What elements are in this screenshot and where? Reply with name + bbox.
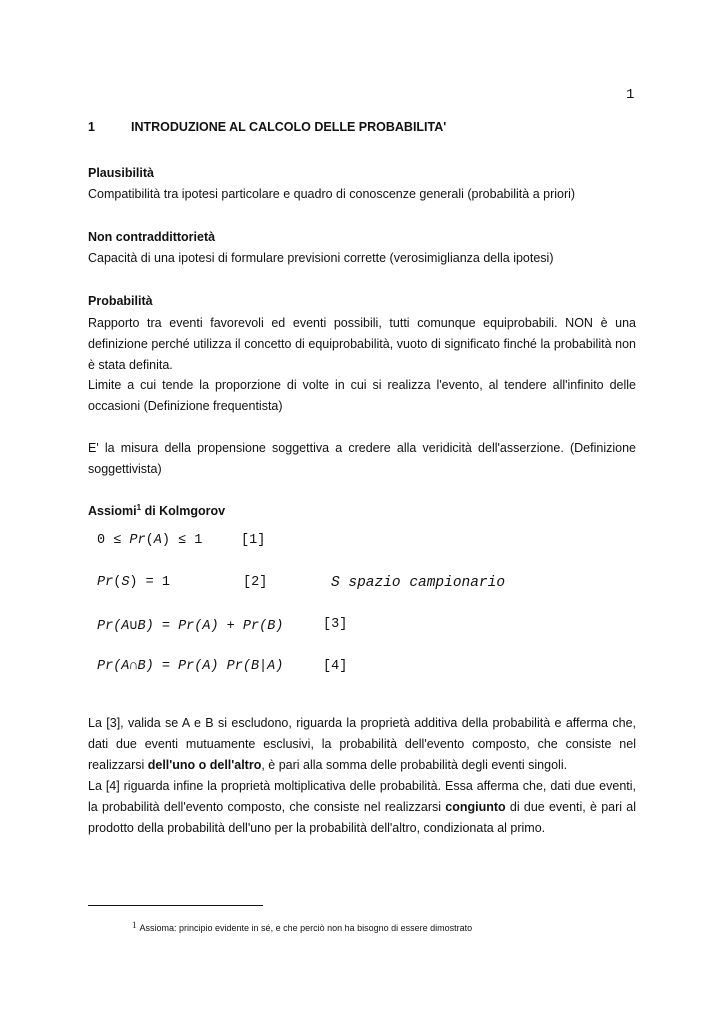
formula-tag-1: [1]: [241, 533, 266, 548]
formula-pr: Pr: [97, 659, 114, 674]
paragraph-text: La [4] riguarda infine la proprietà moltiplicativa delle probabilità. Essa afferma che, dati due eventi, la probabilità dell'evento composto, che consiste nel realizzarsi: [88, 779, 636, 814]
formula-text: +: [218, 619, 243, 634]
assiomi-title-text: Assiomi: [88, 504, 137, 518]
paragraph-text: La [3], valida se A e B si escludono, riguarda la proprietà additiva della probabilità e afferma che, dati due eventi mutuamente esclusivi, la probabilità dell'evento composto, che consiste nel realizzarsi: [88, 716, 636, 772]
explanation-additive-property: [88, 713, 636, 776]
formula-tag-3: [3]: [323, 617, 348, 632]
formula-pr: Pr: [242, 619, 260, 634]
formula-tag-2: [2]: [243, 575, 268, 590]
paragraph-text: di due eventi, è pari al prodotto della probabilità dell'uno per la probabilità dell'altro, condizionata al primo.: [88, 800, 637, 835]
formula-axiom-1: [97, 533, 266, 548]
formula-text: (: [145, 533, 154, 548]
formula-pr: Pr: [178, 659, 195, 674]
formula-var: S: [121, 575, 130, 590]
formula-arg: (B): [259, 619, 284, 634]
formula-pr: Pr: [178, 619, 195, 634]
formula-pr: Pr: [129, 533, 146, 548]
probabilita-paragraph-frequentista: Limite a cui tende la proporzione di volte in cui si realizza l'evento, al tendere all'infinito delle occasioni (Definizione frequentista): [88, 378, 636, 413]
probabilita-paragraph-soggettivista: E' la misura della propensione soggettiva a credere alla veridicità dell'asserzione. (Definizione soggettivista): [88, 441, 636, 476]
section-title-probabilita: Probabilità: [88, 294, 153, 308]
section-text-non-contraddittorieta: Capacità di una ipotesi di formulare previsioni corrette (verosimiglianza della ipotesi): [88, 251, 554, 265]
formula-pr: Pr: [97, 619, 114, 634]
footnote-text: Assioma: principio evidente in sé, e che perciò non ha bisogno di essere dimostrato: [139, 923, 473, 933]
footnote-separator: [88, 905, 263, 906]
section-title-assiomi: [88, 501, 225, 522]
formula-axiom-3: [97, 617, 348, 634]
formula-pr: Pr: [97, 575, 114, 590]
probabilita-paragraph-classica: Rapporto tra eventi favorevoli ed eventi possibili, tutti comunque equiprobabili. NON è una definizione perché utilizza il concetto di equiprobabilità, vuoto di significato finché la probabilità non è stata definita.: [88, 316, 636, 372]
paragraph-text: , è pari alla somma delle probabilità degli eventi singoli.: [261, 758, 568, 772]
section-text-plausibilita: Compatibilità tra ipotesi particolare e quadro di conoscenze generali (probabilità a priori): [88, 187, 576, 201]
emphasis-text: dell'uno o dell'altro: [147, 758, 262, 772]
formula-axiom-4: [97, 659, 348, 674]
formula-text: ) ≤ 1: [161, 533, 203, 548]
formula-axiom-2: [97, 575, 506, 591]
emphasis-text: congiunto: [445, 800, 506, 814]
chapter-number: 1: [88, 120, 95, 134]
footnote-reference: 1: [136, 503, 142, 512]
formula-text: =: [153, 619, 179, 634]
formula-text: 0 ≤: [97, 533, 130, 548]
formula-tag-4: [4]: [323, 659, 348, 674]
chapter-title: INTRODUZIONE AL CALCOLO DELLE PROBABILITA': [131, 120, 447, 134]
formula-note-sample-space: S spazio campionario: [331, 575, 506, 591]
explanation-multiplicative-property: [88, 776, 636, 839]
footnote-mark: 1: [132, 920, 137, 930]
formula-arg: (A∩B): [113, 659, 154, 674]
formula-arg: (A): [194, 619, 219, 634]
formula-arg: (A): [194, 659, 227, 674]
formula-text: =: [153, 659, 179, 674]
section-title-non-contraddittorieta: Non contraddittorietà: [88, 230, 216, 244]
formula-text: (: [113, 575, 122, 590]
formula-text: ) = 1: [129, 575, 170, 590]
formula-arg: (A∪B): [113, 619, 154, 634]
formula-arg: (B|A): [242, 659, 284, 674]
chapter-heading: [88, 117, 446, 138]
formula-var: A: [153, 533, 162, 548]
assiomi-title-suffix: di Kolmgorov: [141, 504, 226, 518]
footnote: [132, 920, 472, 933]
section-title-plausibilita: Plausibilità: [88, 166, 154, 180]
formula-pr: Pr: [226, 659, 243, 674]
page-number: 1: [626, 87, 635, 103]
